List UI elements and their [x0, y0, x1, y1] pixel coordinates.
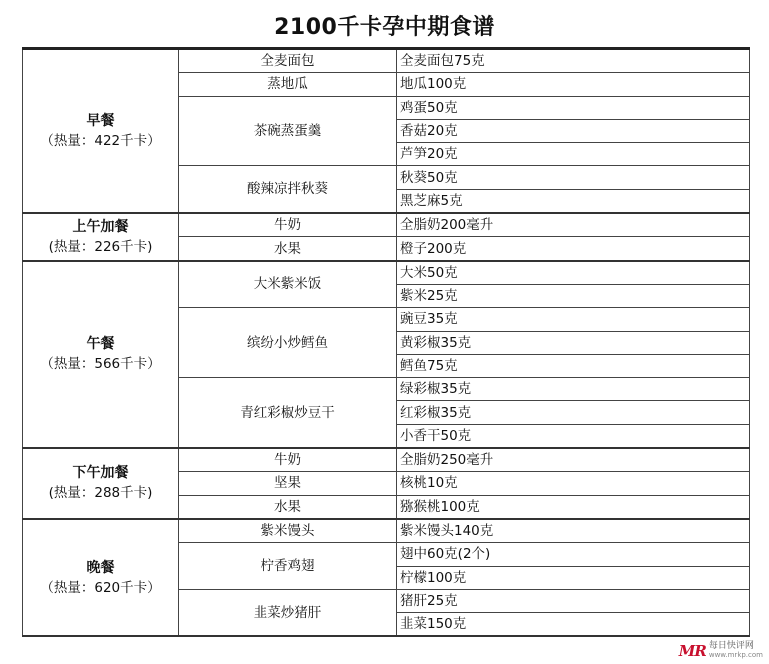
meal-name: 早餐 [86, 113, 115, 130]
meal-calories: （热量：620千卡） [40, 579, 161, 596]
table-row [23, 213, 750, 237]
meal-name: 晚餐 [86, 559, 115, 576]
dish-name: 全麦面包 [179, 49, 397, 73]
dish-name: 水果 [179, 495, 397, 519]
meal-calories: （热量：566千卡） [40, 356, 161, 373]
ingredient: 地瓜100克 [397, 73, 750, 96]
ingredient: 黑芝麻5克 [397, 189, 750, 213]
dish-name: 牛奶 [179, 448, 397, 472]
dish-name: 坚果 [179, 472, 397, 495]
ingredient: 芦笋20克 [397, 143, 750, 166]
ingredient: 绿彩椒35克 [397, 378, 750, 401]
meal-name: 上午加餐 [72, 218, 129, 235]
ingredient: 红彩椒35克 [397, 401, 750, 424]
dish-name: 水果 [179, 237, 397, 261]
meal-cell [23, 519, 179, 636]
page-title: 2100千卡孕中期食谱 [274, 15, 495, 40]
ingredient: 翅中60克(2个) [397, 543, 750, 566]
meal-name: 午餐 [86, 336, 115, 353]
ingredient: 大米50克 [397, 261, 750, 285]
ingredient: 豌豆35克 [397, 308, 750, 331]
ingredient: 全脂奶250毫升 [397, 448, 750, 472]
ingredient: 鳕鱼75克 [397, 354, 750, 377]
ingredient: 鸡蛋50克 [397, 96, 750, 119]
watermark-logo: MR [678, 642, 706, 660]
meal-cell [23, 261, 179, 448]
dish-name: 牛奶 [179, 213, 397, 237]
dish-name: 青红彩椒炒豆干 [179, 378, 397, 448]
ingredient: 黄彩椒35克 [397, 331, 750, 354]
meal-plan-table [22, 47, 750, 637]
watermark-text: 每日快评网 [708, 641, 754, 651]
ingredient: 橙子200克 [397, 237, 750, 261]
table-row [23, 49, 750, 73]
dish-name: 柠香鸡翅 [179, 543, 397, 590]
dish-name: 紫米馒头 [179, 519, 397, 543]
meal-calories: (热量：288千卡) [48, 485, 153, 502]
dish-name: 大米紫米饭 [179, 261, 397, 308]
ingredient: 小香干50克 [397, 424, 750, 448]
dish-name: 蒸地瓜 [179, 73, 397, 96]
ingredient: 猕猴桃100克 [397, 495, 750, 519]
ingredient: 紫米馒头140克 [397, 519, 750, 543]
meal-cell [23, 213, 179, 261]
meal-cell [23, 49, 179, 214]
ingredient: 全麦面包75克 [397, 49, 750, 73]
meal-calories: （热量：422千卡） [40, 133, 161, 150]
watermark-url: www.mrkp.com [708, 651, 763, 659]
dish-name: 缤纷小炒鳕鱼 [179, 308, 397, 378]
dish-name: 酸辣凉拌秋葵 [179, 166, 397, 213]
table-row [23, 448, 750, 472]
table-row [23, 261, 750, 285]
ingredient: 柠檬100克 [397, 566, 750, 589]
ingredient: 秋葵50克 [397, 166, 750, 189]
dish-name: 茶碗蒸蛋羹 [179, 96, 397, 166]
meal-calories: (热量：226千卡) [48, 238, 153, 255]
dish-name: 韭菜炒猪肝 [179, 589, 397, 636]
meal-cell [23, 448, 179, 519]
ingredient: 紫米25克 [397, 284, 750, 307]
ingredient: 核桃10克 [397, 472, 750, 495]
table-row [23, 519, 750, 543]
ingredient: 猪肝25克 [397, 589, 750, 612]
site-watermark [679, 642, 763, 660]
ingredient: 全脂奶200毫升 [397, 213, 750, 237]
meal-plan-table-body [23, 49, 750, 637]
ingredient: 香菇20克 [397, 119, 750, 142]
meal-name: 下午加餐 [72, 465, 129, 482]
ingredient: 韭菜150克 [397, 613, 750, 637]
